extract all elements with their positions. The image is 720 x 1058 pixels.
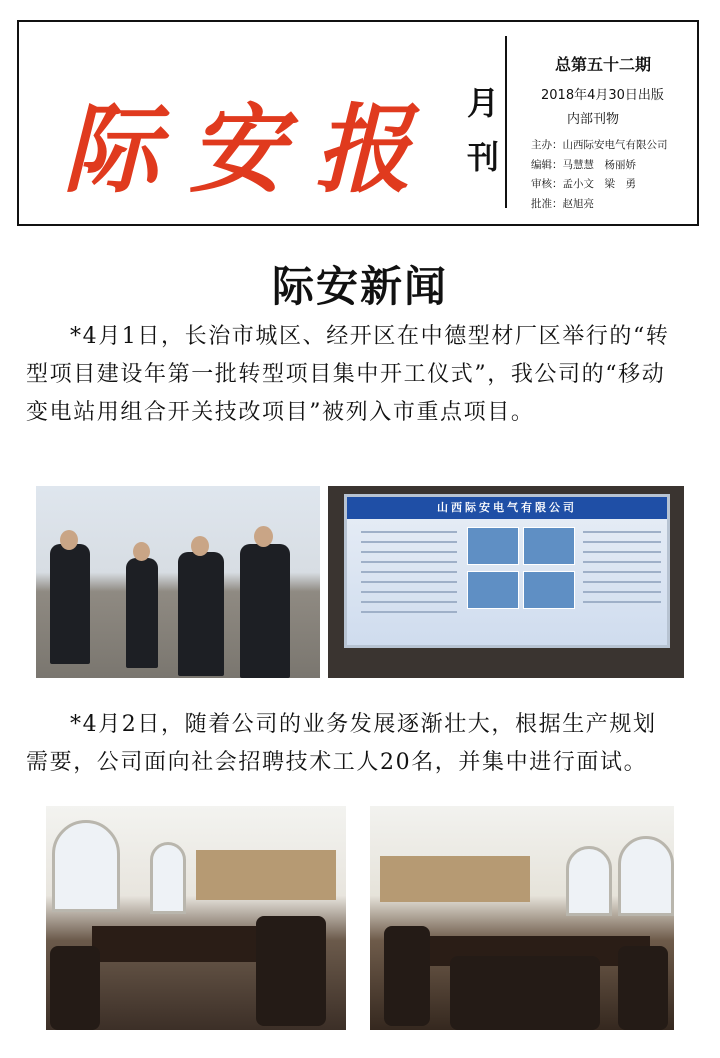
credits (531, 136, 668, 214)
board-photo (523, 527, 575, 565)
internal-label: 内部刊物 (567, 112, 620, 127)
display-shelf (196, 850, 336, 900)
arched-window (566, 846, 612, 916)
masthead-divider (505, 36, 507, 208)
person-head (254, 526, 273, 547)
credit-sponsor: 主办：山西际安电气有限公司 (531, 139, 668, 151)
news-paragraph-1: *4月1日，长治市城区、经开区在中德型材厂区举行的“转型项目建设年第一批转型项目集中开工仪式”，我公司的“移动变电站用组合开关技改项目”被列入市重点项目。 (26, 324, 670, 425)
newspaper-logo: 际安报 (63, 93, 441, 206)
masthead (17, 20, 699, 226)
person-figure (126, 558, 158, 668)
board-photo (467, 571, 519, 609)
person-figure (240, 544, 290, 678)
section-title: 际安新闻 (271, 262, 448, 311)
monthly-label: 月刊 (466, 84, 499, 176)
person-figure (178, 552, 224, 676)
arched-window (150, 842, 186, 914)
issue-number: 总第五十二期 (555, 55, 652, 74)
board-title: 山西际安电气有限公司 (347, 497, 667, 519)
chair (450, 956, 600, 1030)
person-head (133, 542, 150, 561)
chair (618, 946, 668, 1030)
credit-reviewers: 审核：孟小文 梁 勇 (531, 178, 636, 190)
photo-company-board (328, 486, 684, 678)
arched-window (52, 820, 120, 912)
photo-interview-room-2 (370, 806, 674, 1030)
board-photo (467, 527, 519, 565)
board-photo (523, 571, 575, 609)
credit-editors: 编辑：马慧慧 杨丽娇 (531, 158, 636, 171)
photo-ceremony-officials (36, 486, 320, 678)
chair (256, 916, 326, 1026)
photo-interview-room-1 (46, 806, 346, 1030)
arched-window (618, 836, 674, 916)
person-head (60, 530, 78, 550)
news-paragraph-2: *4月2日，随着公司的业务发展逐渐壮大，根据生产规划需要，公司面向社会招聘技术工人20名，并集中进行面试。 (26, 712, 657, 775)
credit-approver: 批准：赵旭亮 (531, 197, 594, 210)
publication-date: 2018年4月30日出版 (541, 88, 664, 103)
chair (50, 946, 100, 1030)
display-shelf (380, 856, 530, 902)
person-figure (50, 544, 90, 664)
chair (384, 926, 430, 1026)
person-head (191, 536, 209, 556)
company-display-board (344, 494, 670, 648)
